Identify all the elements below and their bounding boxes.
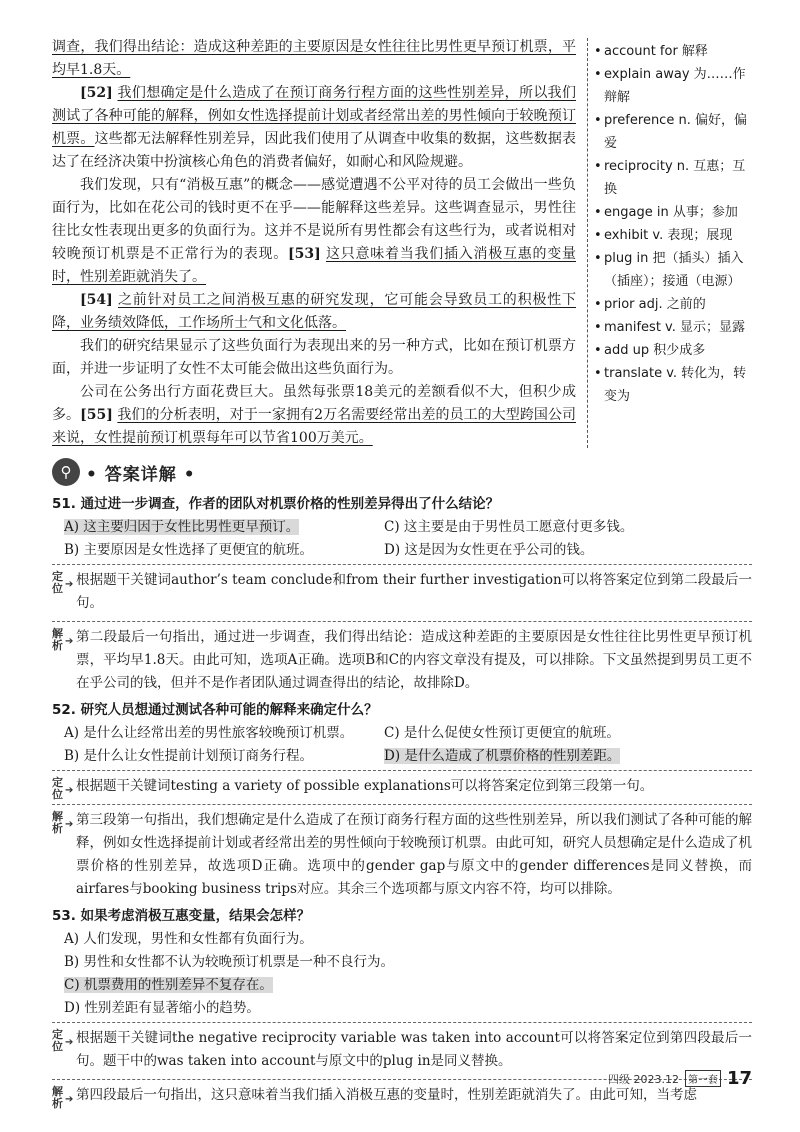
passage-paragraph-3: 我们发现，只有“消极互惠”的概念——感觉遭遇不公平对待的员工会做出一些负面行为，比如在花公司的钱时更不在乎——能解释这些差异。这些调查显示，男性往往比女性表现出更多的负面行为。这并不是说所有男性都会有这些行为，或者说相对较晚预订机票是不正常行为的表现。[53] 这只意味着当我们插入消极互惠的变量时，性别差距就消失了。	[52, 177, 576, 285]
question-stem: 51. 通过进一步调查，作者的团队对机票价格的性别差异得出了什么结论？	[52, 496, 500, 512]
column-divider	[587, 38, 588, 448]
locate-note: 定位 ➔ 根据题干关键词the negative reciprocity variable was taken into account可以将答案定位到第四段最后一句。题干中的was taken into account与原文中的plug in是同义替换。	[52, 1022, 752, 1077]
analysis-note: 解析 ➔ 第三段第一句指出，我们想确定是什么造成了在预订商务行程方面的这些性别差异，所以我们测试了各种可能的解释，例如女性选择提前计划或者经常出差的男性倾向于较晚预订机票。由此可知，研究人员想确定是什么造成了机票价格的性别差异，故选项D正确。选项中的gender gap与原文中的gender differences是同义替换，而airfares与booking business trips对应。其余三个选项都与原文内容不符，均可以排除。	[52, 804, 752, 905]
analysis-label: 解析	[52, 627, 63, 652]
option-a: A) 这主要归因于女性比男性更早预订。	[64, 519, 300, 535]
question-stem: 52. 研究人员想通过测试各种可能的解释来确定什么？	[52, 702, 378, 718]
question-51	[52, 493, 752, 699]
arrow-icon: ➔	[65, 1037, 74, 1048]
vocab-item: • explain away 为……作辩解	[594, 67, 746, 105]
locate-label: 定位	[52, 1028, 63, 1053]
option-a: A) 是什么让经常出差的男性旅客较晚预订机票。	[64, 725, 354, 741]
option-c: C) 机票费用的性别差异不复存在。	[64, 977, 273, 993]
vocab-item: • prior adj. 之前的	[594, 297, 706, 312]
vocabulary-sidebar	[594, 40, 754, 408]
analysis-note: 解析 ➔ 第二段最后一句指出，通过进一步调查，我们得出结论：造成这种差距的主要原因是女性往往比男性更早预订机票，平均早1.8天。由此可知，选项A正确。选项B和C的内容文章没有提及，可以排除。下文虽然提到男员工更不在乎公司的钱，但并不是作者团队通过调查得出的结论，故排除D。	[52, 621, 752, 699]
vocab-item: • account for 解释	[594, 44, 708, 59]
answer-section-header	[52, 457, 196, 487]
option-d: D) 是什么造成了机票价格的性别差距。	[384, 748, 621, 764]
passage-paragraph-4: [54] 之前针对员工之间消极互惠的研究发现，它可能会导致员工的积极性下降，业务绩效降低，工作场所士气和文化低落。	[52, 292, 577, 331]
vocab-item: • preference n. 偏好，偏爱	[594, 113, 747, 151]
question-stem: 53. 如果考虑消极互惠变量，结果会怎样？	[52, 908, 311, 924]
locate-label: 定位	[52, 776, 63, 801]
arrow-icon: ➔	[65, 819, 74, 830]
option-d: D) 这是因为女性更在乎公司的钱。	[384, 542, 594, 558]
vocab-item: • reciprocity n. 互惠；互换	[594, 159, 746, 197]
question-52	[52, 699, 752, 905]
question-options	[52, 722, 752, 768]
option-b: B) 主要原因是女性选择了更便宜的航班。	[64, 542, 313, 558]
option-a: A) 人们发现，男性和女性都有负面行为。	[64, 931, 313, 947]
passage-paragraph-6: 公司在公务出行方面花费巨大。虽然每张票18美元的差额看似不大，但积少成多。[55] 我们的分析表明，对于一家拥有2万名需要经常出差的员工的大型跨国公司来说，女性提前预订机票每年可以节省100万美元。	[52, 384, 577, 446]
analysis-note: 解析 ➔ 第四段最后一句指出，这只意味着当我们插入消极互惠的变量时，性别差距就消失了。由此可知，当考虑	[52, 1079, 752, 1111]
lightbulb-icon: ⚲	[52, 458, 80, 486]
locate-note: 定位 ➔ 根据题干关键词author’s team conclude和from their further investigation可以将答案定位到第二段最后一句。	[52, 564, 752, 619]
question-options	[52, 516, 752, 562]
vocab-item: • plug in 把（插头）插入（插座）；接通（电源）	[594, 251, 744, 289]
option-c: C) 这主要是由于男性员工愿意付更多钱。	[384, 519, 634, 535]
arrow-icon: ➔	[65, 785, 74, 796]
locate-label: 定位	[52, 570, 63, 595]
vocab-item: • add up 积少成多	[594, 343, 706, 358]
page-number: 17	[726, 1068, 752, 1089]
vocab-item: • engage in 从事；参加	[594, 205, 738, 220]
passage-paragraph-2: [52] 我们想确定是什么造成了在预订商务行程方面的这些性别差异，所以我们测试了各种可能的解释，例如女性选择提前计划或者经常出差的男性倾向于较晚预订机票。这些都无法解释性别差异，因此我们使用了从调查中收集的数据，这些数据表达了在经济决策中扮演核心角色的消费者偏好，如耐心和风险规避。	[52, 85, 577, 170]
magazine-issue: 四级 2023.12	[607, 1072, 679, 1086]
option-b: B) 是什么让女性提前计划预订商务行程。	[64, 748, 313, 764]
arrow-icon: ➔	[65, 1094, 74, 1105]
analysis-label: 解析	[52, 810, 63, 835]
section-title: • 答案详解 •	[86, 464, 196, 485]
arrow-icon: ➔	[65, 636, 74, 647]
option-b: B) 男性和女性都不认为较晚预订机票是一种不良行为。	[64, 954, 394, 970]
question-options	[52, 928, 752, 1020]
answer-explanations	[52, 493, 752, 1111]
vocab-item: • exhibit v. 表现；展现	[594, 228, 733, 243]
issue-badge: 第一套	[685, 1070, 721, 1087]
option-d: D) 性别差距有显著缩小的趋势。	[64, 1000, 260, 1016]
reading-passage	[52, 36, 576, 450]
arrow-icon: ➔	[65, 579, 74, 590]
locate-note: 定位 ➔ 根据题干关键词testing a variety of possible explanations可以将答案定位到第三段第一句。	[52, 770, 752, 802]
option-c: C) 是什么促使女性预订更便宜的航班。	[384, 725, 620, 741]
page-footer	[608, 1068, 752, 1089]
analysis-label: 解析	[52, 1085, 63, 1110]
vocab-item: • manifest v. 显示；显露	[594, 320, 746, 335]
passage-paragraph-5: 我们的研究结果显示了这些负面行为表现出来的另一种方式，比如在预订机票方面，并进一步证明了女性不太可能会做出这些负面行为。	[52, 338, 576, 377]
vocab-item: • translate v. 转化为，转变为	[594, 366, 747, 404]
passage-paragraph-1: 调查，我们得出结论：造成这种差距的主要原因是女性往往比男性更早预订机票，平均早1.8天。	[52, 39, 576, 78]
